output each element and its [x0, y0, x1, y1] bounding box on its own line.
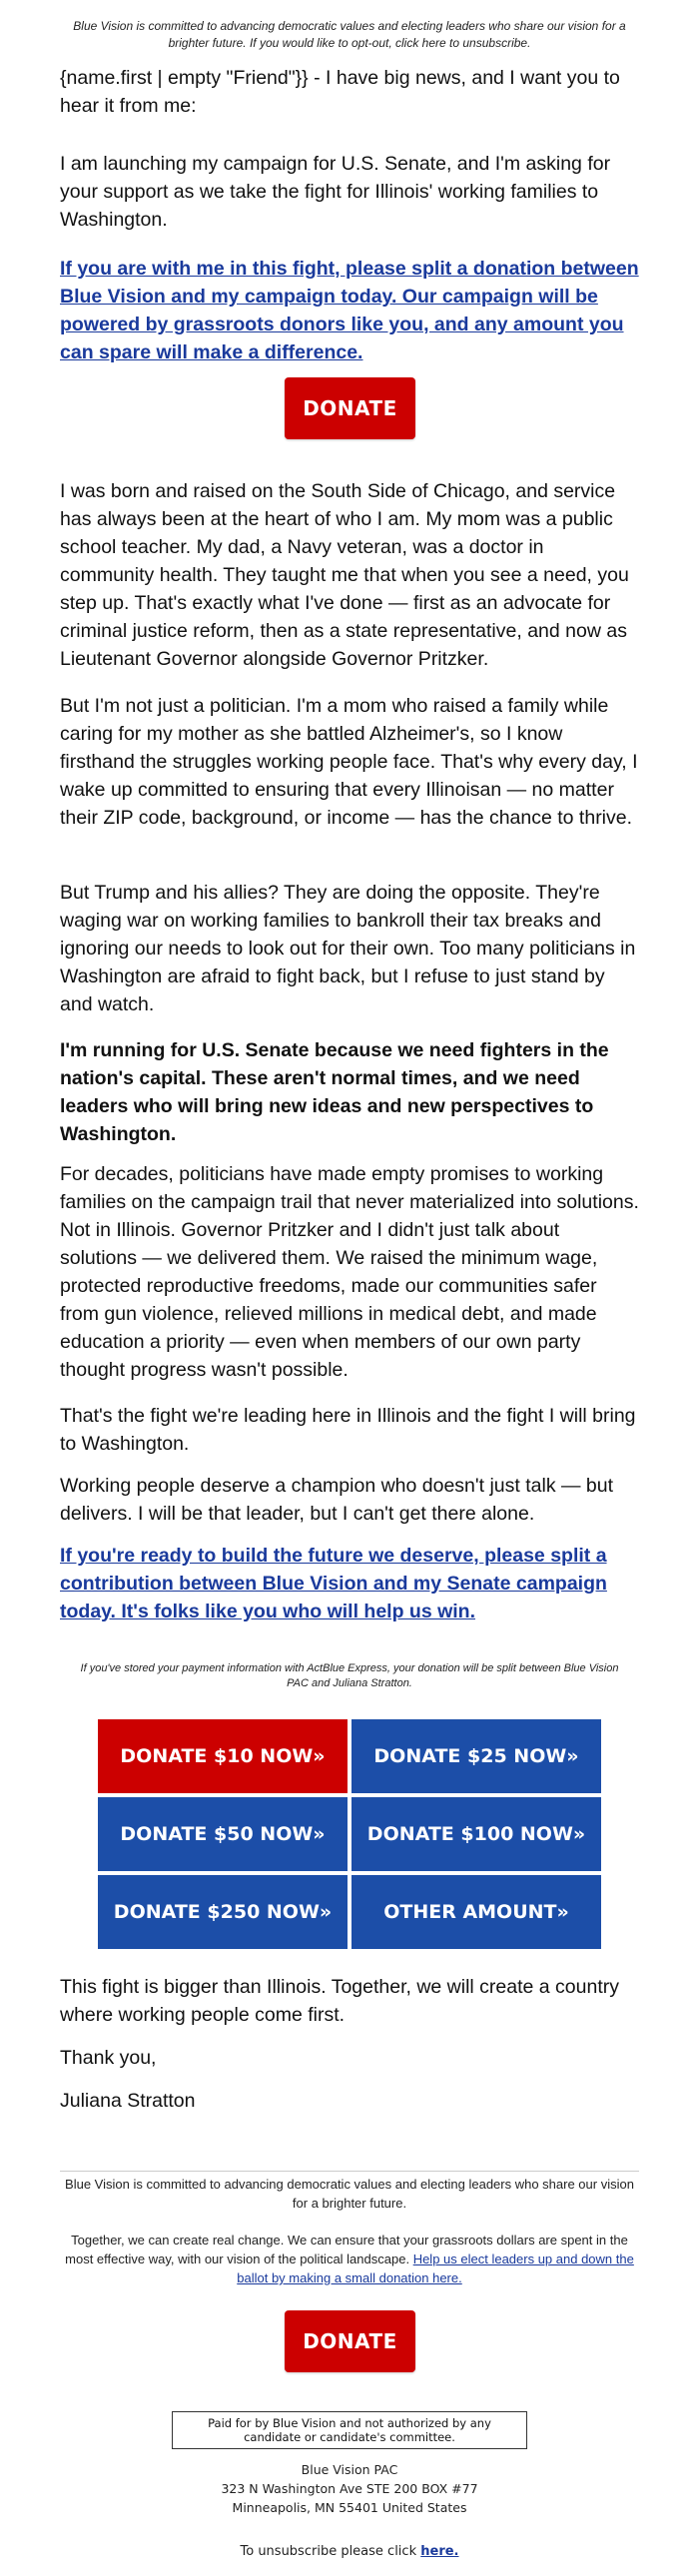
- personal-paragraph: But I'm not just a politician. I'm a mom who raised a family while caring for my mother as she battled Alzheimer's, so I know firsthand the struggles working people face. That's why every day, I wake up committed to ensuring that every Illinoisan — no matter their ZIP code, background, or income — has the chance to thrive.: [60, 695, 638, 829]
- champion-paragraph: Working people deserve a champion who doesn't just talk — but delivers. I will be that leader, but I can't get there alone.: [60, 1475, 614, 1525]
- unsubscribe-link[interactable]: here.: [420, 2544, 459, 2559]
- org-name: Blue Vision PAC: [301, 2462, 398, 2477]
- unsubscribe-line: [60, 2544, 639, 2559]
- footer-together: [60, 2231, 639, 2287]
- city-address: Minneapolis, MN 55401 United States: [232, 2500, 467, 2515]
- donate-25-button[interactable]: DONATE $25 NOW»: [351, 1719, 601, 1793]
- opposition-paragraph: But Trump and his allies? They are doing the opposite. They're waging war on working families to bankroll their tax breaks and ignoring our needs to look out for their own. Too many politicians in Washington are afraid to fight back, but I refuse to just stand by and watch.: [60, 882, 636, 1015]
- footer-donate-link[interactable]: Help us elect leaders up and down the ballot by making a small donation here.: [237, 2252, 634, 2285]
- donate-button-footer[interactable]: DONATE: [285, 2310, 415, 2372]
- mailing-address: [60, 2460, 639, 2517]
- donate-button-top[interactable]: DONATE: [285, 377, 415, 439]
- donation-link-2[interactable]: If you're ready to build the future we deserve, please split a contribution between Blue Vision and my Senate campaign today. It's folks like you who will help us win.: [60, 1545, 607, 1622]
- footer-mission: Blue Vision is committed to advancing democratic values and electing leaders who share our vision for a brighter future.: [65, 2177, 634, 2211]
- donate-100-button[interactable]: DONATE $100 NOW»: [351, 1797, 601, 1871]
- record-paragraph: For decades, politicians have made empty promises to working families on the campaign trail that never materialized into solutions. Not in Illinois. Governor Pritzker and I didn't just talk about solutions — we delivered them. We raised the minimum wage, protected reproductive freedoms, made our communities safer from gun violence, relieved millions in medical debt, and made education a priority — even when members of our own party thought progress wasn't possible.: [60, 1163, 639, 1381]
- closing-paragraph: This fight is bigger than Illinois. Together, we will create a country where working people come first.: [60, 1976, 620, 2026]
- donation-link-1[interactable]: If you are with me in this fight, please split a donation between Blue Vision and my campaign today. Our campaign will be powered by grassroots donors like you, and any amount you can spare will make a difference.: [60, 258, 639, 363]
- donate-50-button[interactable]: DONATE $50 NOW»: [98, 1797, 348, 1871]
- closing-thanks: Thank you,: [60, 2047, 157, 2069]
- other-amount-button[interactable]: OTHER AMOUNT»: [351, 1875, 601, 1949]
- donate-250-button[interactable]: DONATE $250 NOW»: [98, 1875, 348, 1949]
- unsubscribe-text: To unsubscribe please click: [240, 2544, 417, 2559]
- header-note[interactable]: Blue Vision is committed to advancing democratic values and electing leaders who share our vision for a brighter future. If you would like to opt-out, click here to unsubscribe.: [73, 19, 626, 50]
- actblue-note: If you've stored your payment information with ActBlue Express, your donation will be split between Blue Vision PAC and Juliana Stratton.: [80, 1662, 619, 1689]
- street-address: 323 N Washington Ave STE 200 BOX #77: [221, 2481, 478, 2496]
- signature: Juliana Stratton: [60, 2090, 196, 2112]
- senate-statement: I'm running for U.S. Senate because we need fighters in the nation's capital. These aren't normal times, and we need leaders who will bring new ideas and new perspectives to Washington.: [60, 1039, 609, 1145]
- fight-paragraph: That's the fight we're leading here in Illinois and the fight I will bring to Washington.: [60, 1405, 636, 1455]
- donation-amount-grid: [98, 1719, 601, 1951]
- paid-for-disclaimer: Paid for by Blue Vision and not authorized by any candidate or candidate's committee.: [172, 2411, 527, 2449]
- greeting: {name.first | empty "Friend"}} - I have big news, and I want you to hear it from me:: [60, 67, 620, 117]
- footer-divider: [60, 2171, 639, 2172]
- footer-together-text: Together, we can create real change. We can ensure that your grassroots dollars are spent in the most effective way, with our vision of the political landscape.: [65, 2233, 628, 2266]
- intro-paragraph: I am launching my campaign for U.S. Senate, and I'm asking for your support as we take the fight for Illinois' working families to Washington.: [60, 153, 611, 231]
- donate-10-button[interactable]: DONATE $10 NOW»: [98, 1719, 348, 1793]
- bio-paragraph: I was born and raised on the South Side of Chicago, and service has always been at the heart of who I am. My mom was a public school teacher. My dad, a Navy veteran, was a doctor in community health. They taught me that when you see a need, you step up. That's exactly what I've done — first as an advocate for criminal justice reform, then as a state representative, and now as Lieutenant Governor alongside Governor Pritzker.: [60, 480, 629, 670]
